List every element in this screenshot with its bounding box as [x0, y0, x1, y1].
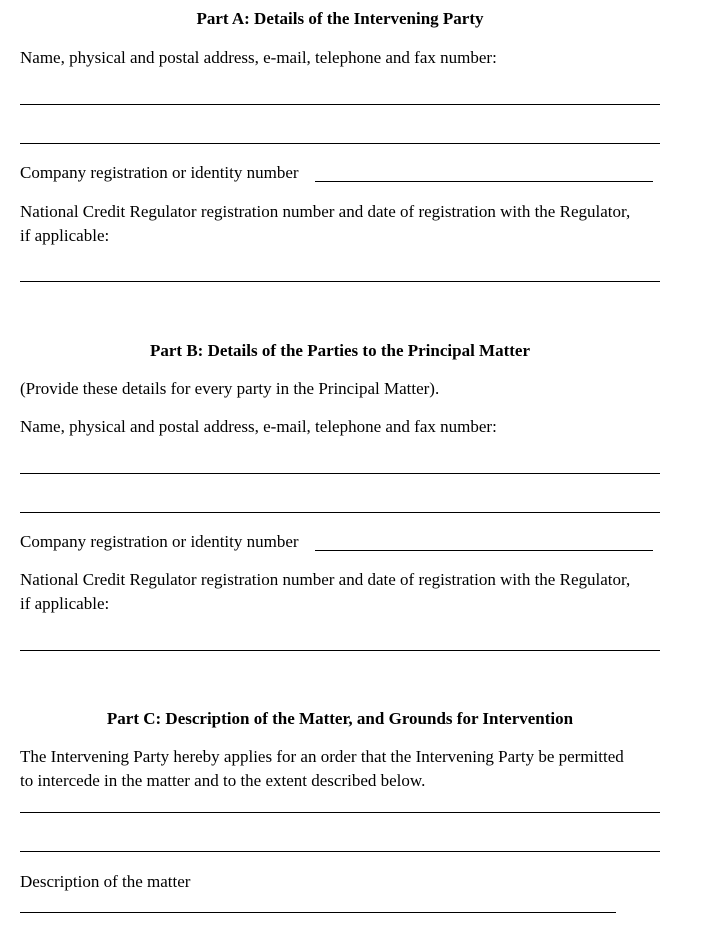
- part-c-grounds-line-2[interactable]: [20, 851, 660, 852]
- part-a-ncr-line[interactable]: [20, 281, 660, 282]
- part-b-ncr-label-line-1: National Credit Regulator registration number and date of registration with the Regulator,: [20, 570, 631, 589]
- part-c-description-line[interactable]: [20, 912, 616, 913]
- part-b-company-label: Company registration or identity number: [20, 532, 299, 551]
- part-b-heading: Part B: Details of the Parties to the Principal Matter: [149, 341, 531, 360]
- part-c-description-label: Description of the matter: [20, 872, 191, 891]
- part-a-name-label: Name, physical and postal address, e-mail, telephone and fax number:: [20, 48, 497, 67]
- part-a-heading: Part A: Details of the Intervening Party: [196, 9, 484, 28]
- part-a-ncr-label-line-1: National Credit Regulator registration number and date of registration with the Regulator,: [20, 202, 631, 221]
- part-b-name-label: Name, physical and postal address, e-mail, telephone and fax number:: [20, 417, 497, 436]
- part-b-ncr-label-line-2: if applicable:: [20, 594, 110, 613]
- part-b-company-line[interactable]: [315, 550, 653, 551]
- part-b-note: (Provide these details for every party in the Principal Matter).: [20, 379, 440, 398]
- part-b-ncr-line[interactable]: [20, 650, 660, 651]
- part-a-company-line[interactable]: [315, 181, 653, 182]
- part-a-name-line-2[interactable]: [20, 143, 660, 144]
- part-b-name-line-2[interactable]: [20, 512, 660, 513]
- part-a-name-line-1[interactable]: [20, 104, 660, 105]
- part-a-ncr-label-line-2: if applicable:: [20, 226, 110, 245]
- part-c-heading: Part C: Description of the Matter, and Grounds for Intervention: [106, 709, 574, 728]
- part-c-intro-line-1: The Intervening Party hereby applies for an order that the Intervening Party be permitted: [20, 747, 624, 766]
- part-b-name-line-1[interactable]: [20, 473, 660, 474]
- part-c-grounds-line-1[interactable]: [20, 812, 660, 813]
- part-a-company-label: Company registration or identity number: [20, 163, 299, 182]
- part-c-intro-line-2: to intercede in the matter and to the extent described below.: [20, 771, 426, 790]
